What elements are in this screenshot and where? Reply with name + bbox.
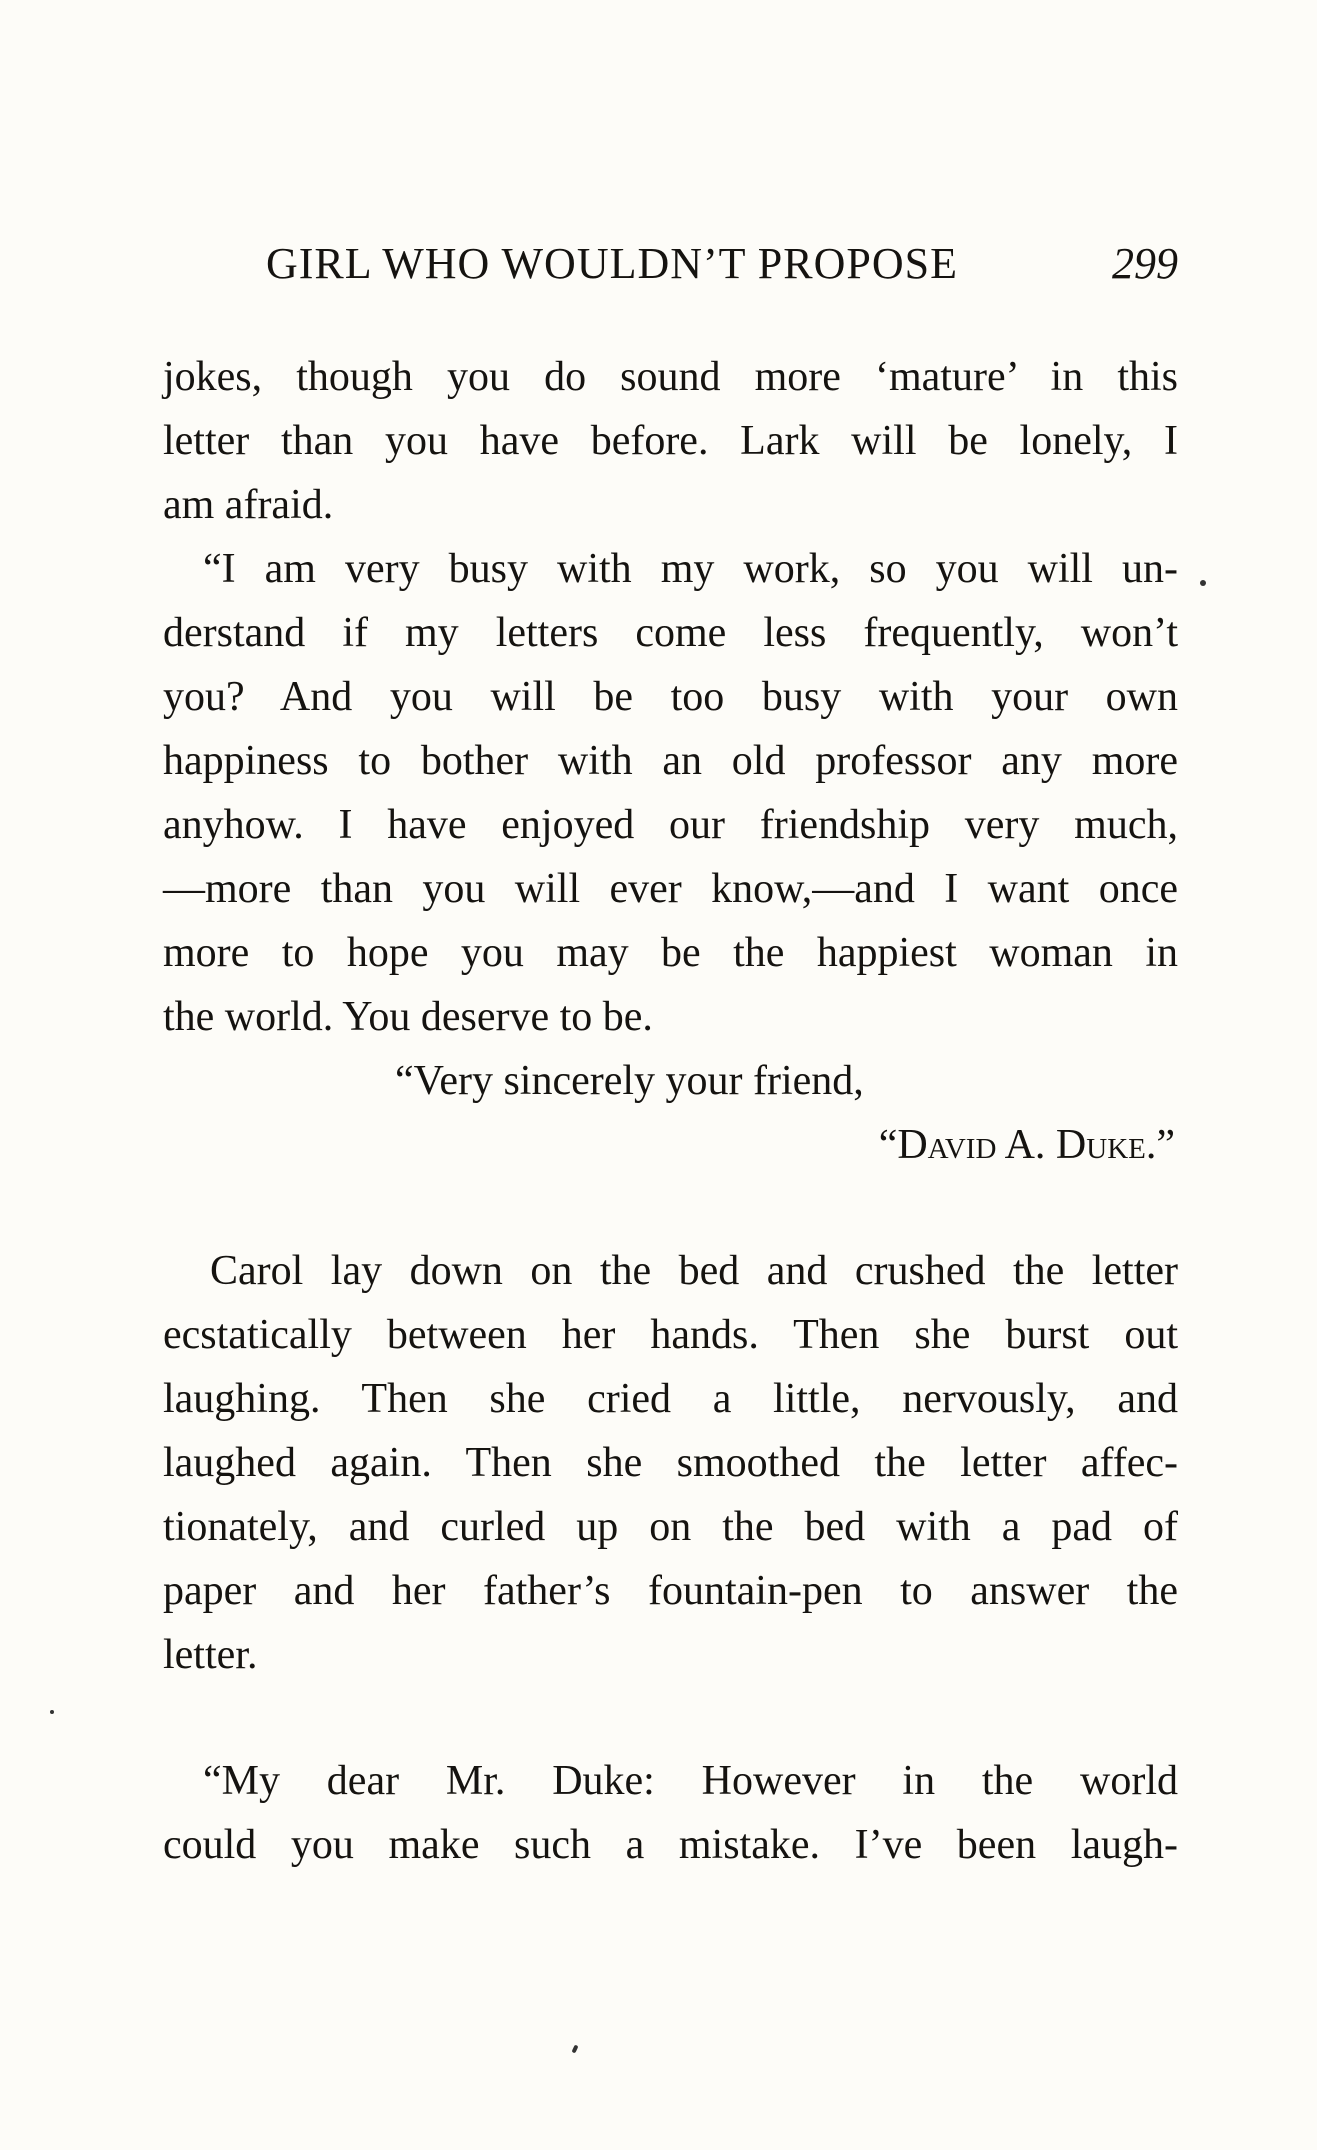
text-line: jokes, though you do sound more ‘mature’ in this: [163, 354, 1178, 400]
text-line: laughed again. Then she smoothed the letter affec-: [163, 1440, 1178, 1486]
text-line: —more than you will ever know,—and I want once: [163, 866, 1178, 912]
page-number: 299: [1112, 239, 1178, 288]
text-line: tionately, and curled up on the bed with a pad of: [163, 1504, 1178, 1550]
text-line: anyhow. I have enjoyed our friendship very much,: [163, 802, 1178, 848]
text-line: derstand if my letters come less frequently, won’t: [163, 610, 1178, 656]
text-line: you? And you will be too busy with your own: [163, 674, 1178, 720]
letter-signature: “David A. Duke.”: [878, 1122, 1175, 1168]
text-line: paper and her father’s fountain-pen to answer the: [163, 1568, 1178, 1614]
scan-speck: [571, 2045, 578, 2054]
text-line: could you make such a mistake. I’ve been laugh-: [163, 1822, 1178, 1868]
text-line: “My dear Mr. Duke: However in the world: [203, 1758, 1178, 1804]
running-header: [163, 238, 1178, 298]
text-line: laughing. Then she cried a little, nervously, and: [163, 1376, 1178, 1422]
scan-speck: [1200, 580, 1206, 586]
letter-closing: “Very sincerely your friend,: [395, 1058, 864, 1104]
text-line: letter.: [163, 1632, 258, 1678]
text-line: am afraid.: [163, 482, 334, 528]
text-line: “I am very busy with my work, so you will un-: [203, 546, 1178, 592]
text-line: Carol lay down on the bed and crushed the letter: [210, 1248, 1178, 1294]
text-line: happiness to bother with an old professor any more: [163, 738, 1178, 784]
text-line: ecstatically between her hands. Then she burst out: [163, 1312, 1178, 1358]
running-title: GIRL WHO WOULDN’T PROPOSE: [266, 239, 958, 288]
text-line: the world. You deserve to be.: [163, 994, 653, 1040]
scan-speck: [50, 1710, 54, 1714]
text-line: letter than you have before. Lark will be lonely, I: [163, 418, 1178, 464]
text-line: more to hope you may be the happiest woman in: [163, 930, 1178, 976]
